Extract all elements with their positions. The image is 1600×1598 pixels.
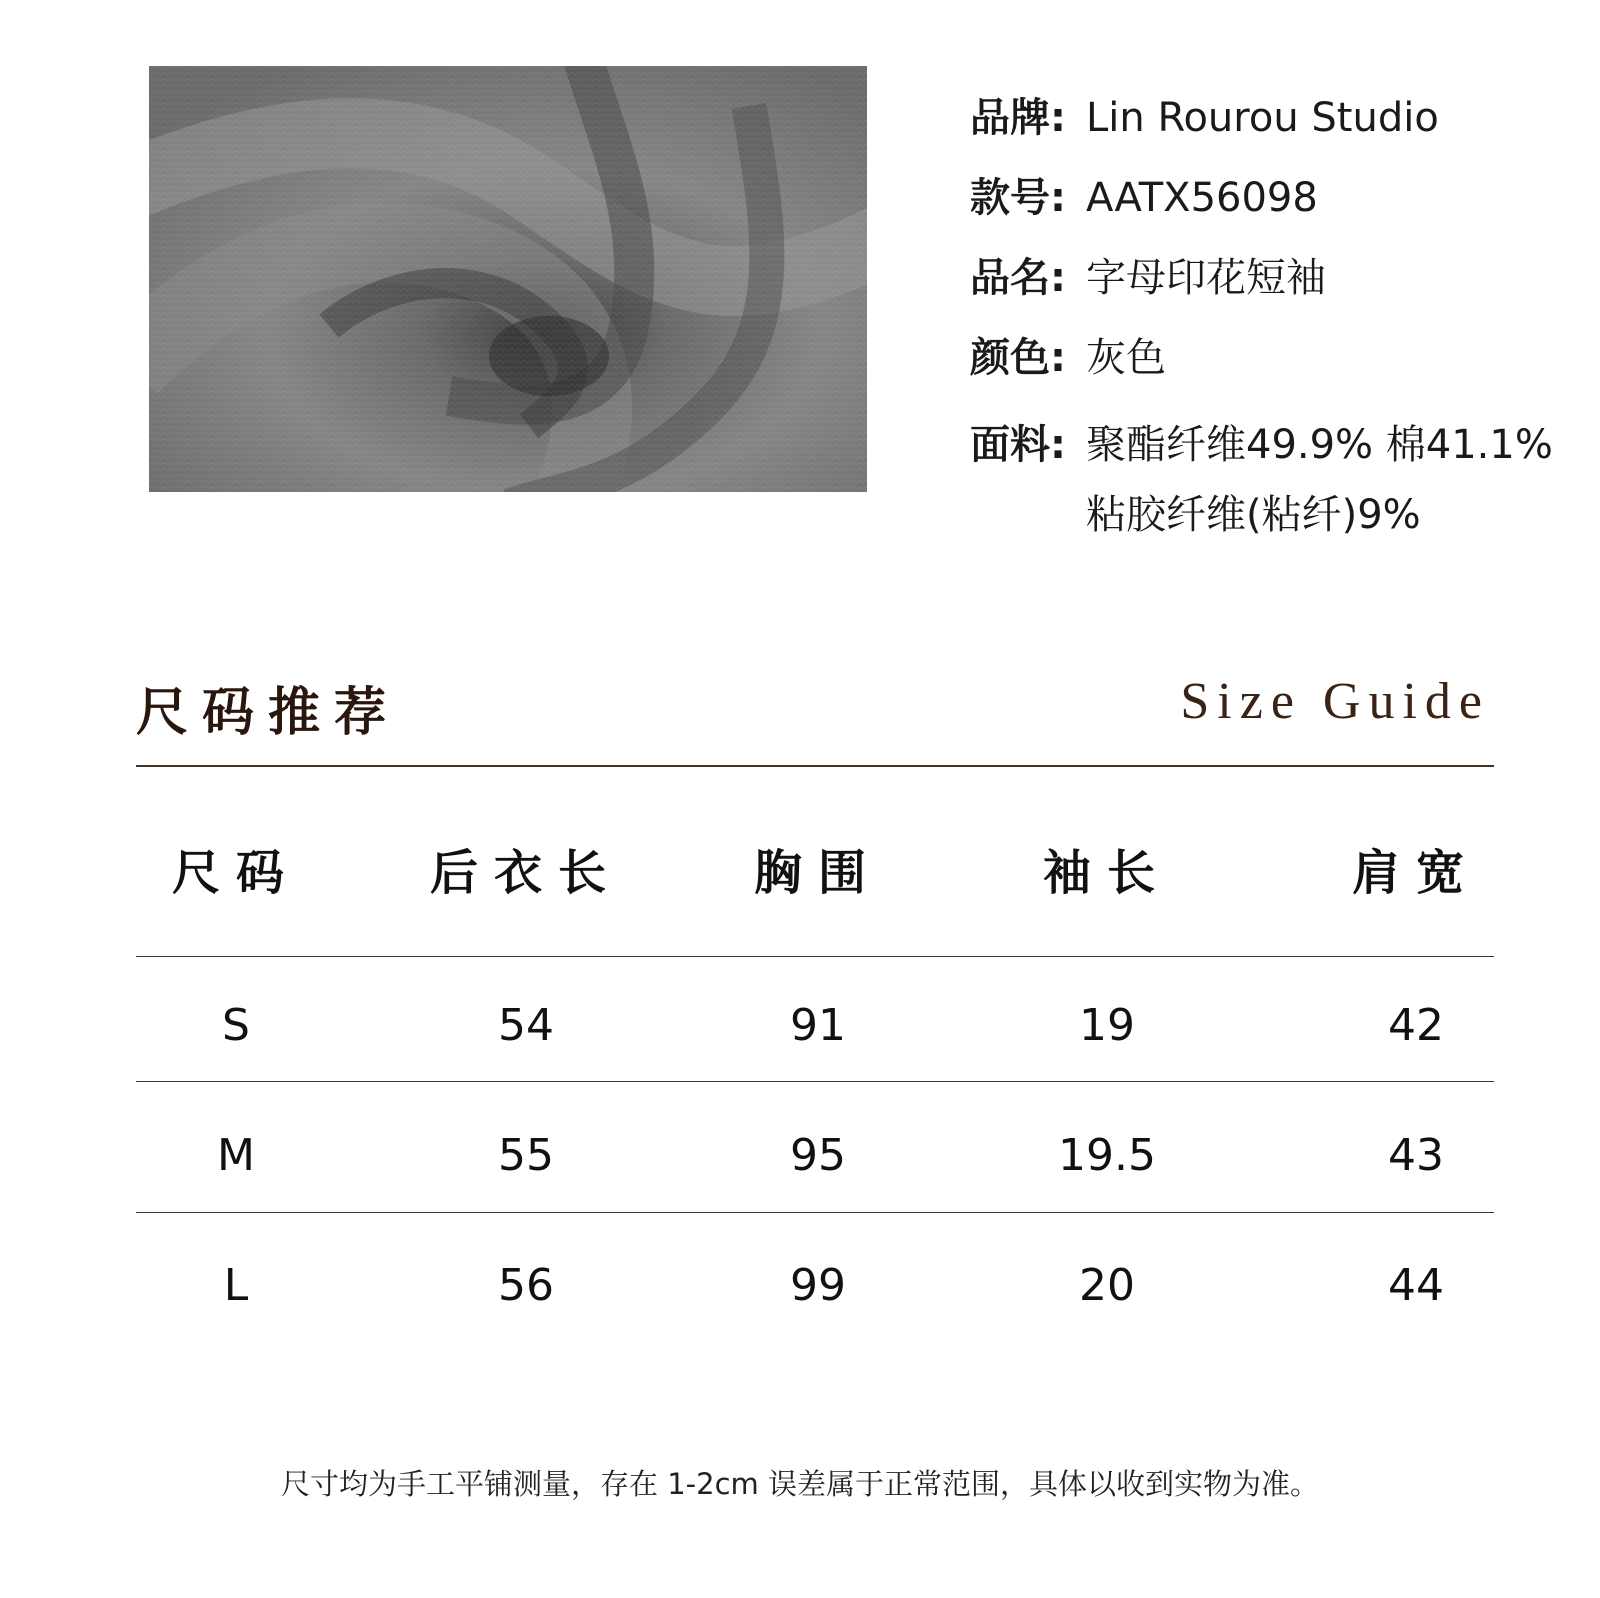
header-shoulder-width: 肩宽 xyxy=(1351,845,1480,901)
spec-value xyxy=(1086,410,1590,550)
fabric-swatch-image xyxy=(149,66,867,492)
product-specs xyxy=(970,90,1590,574)
cell-chest: 91 xyxy=(790,1000,846,1051)
spec-value: 灰色 xyxy=(1086,335,1166,381)
fabric-swirl-graphic xyxy=(149,66,867,492)
cell-size: L xyxy=(223,1260,249,1311)
spec-key: 颜色: xyxy=(970,335,1066,381)
cell-back-length: 56 xyxy=(498,1260,554,1311)
cell-back-length: 55 xyxy=(498,1130,554,1181)
heading-divider xyxy=(136,765,1494,767)
spec-value: 字母印花短袖 xyxy=(1086,255,1326,301)
header-size: 尺码 xyxy=(171,845,300,901)
cell-shoulder-width: 42 xyxy=(1388,1000,1444,1051)
table-divider xyxy=(136,1081,1494,1082)
cell-chest: 95 xyxy=(790,1130,846,1181)
cell-sleeve-length: 19 xyxy=(1079,1000,1135,1051)
header-sleeve-length: 袖长 xyxy=(1042,845,1171,901)
spec-key: 款号: xyxy=(970,175,1066,221)
cell-sleeve-length: 19.5 xyxy=(1058,1130,1156,1181)
fabric-line-2: 粘胶纤维(粘纤)9% xyxy=(1086,492,1421,538)
cell-size: S xyxy=(222,1000,250,1051)
size-guide-title-en: Size Guide xyxy=(1180,673,1490,730)
table-divider xyxy=(136,1212,1494,1213)
header-back-length: 后衣长 xyxy=(429,845,622,901)
spec-value: Lin Rourou Studio xyxy=(1086,95,1439,141)
spec-fabric xyxy=(970,410,1590,550)
measurement-note: 尺寸均为手工平铺测量，存在 1-2cm 误差属于正常范围，具体以收到实物为准。 xyxy=(281,1467,1319,1501)
cell-sleeve-length: 20 xyxy=(1079,1260,1135,1311)
spec-color xyxy=(970,330,1590,386)
spec-brand xyxy=(970,90,1590,146)
table-divider xyxy=(136,956,1494,957)
fabric-line-1: 聚酯纤维49.9% 棉41.1% xyxy=(1086,422,1553,468)
cell-chest: 99 xyxy=(790,1260,846,1311)
spec-style-number xyxy=(970,170,1590,226)
spec-key: 面料: xyxy=(970,422,1066,468)
size-guide-heading xyxy=(136,670,1494,743)
cell-shoulder-width: 44 xyxy=(1388,1260,1444,1311)
size-guide-title-zh: 尺码推荐 xyxy=(136,682,401,743)
header-chest: 胸围 xyxy=(753,845,882,901)
spec-key: 品名: xyxy=(970,255,1066,301)
cell-size: M xyxy=(217,1130,255,1181)
cell-back-length: 54 xyxy=(498,1000,554,1051)
spec-key: 品牌: xyxy=(970,95,1066,141)
spec-value: AATX56098 xyxy=(1086,175,1318,221)
cell-shoulder-width: 43 xyxy=(1388,1130,1444,1181)
spec-product-name xyxy=(970,250,1590,306)
